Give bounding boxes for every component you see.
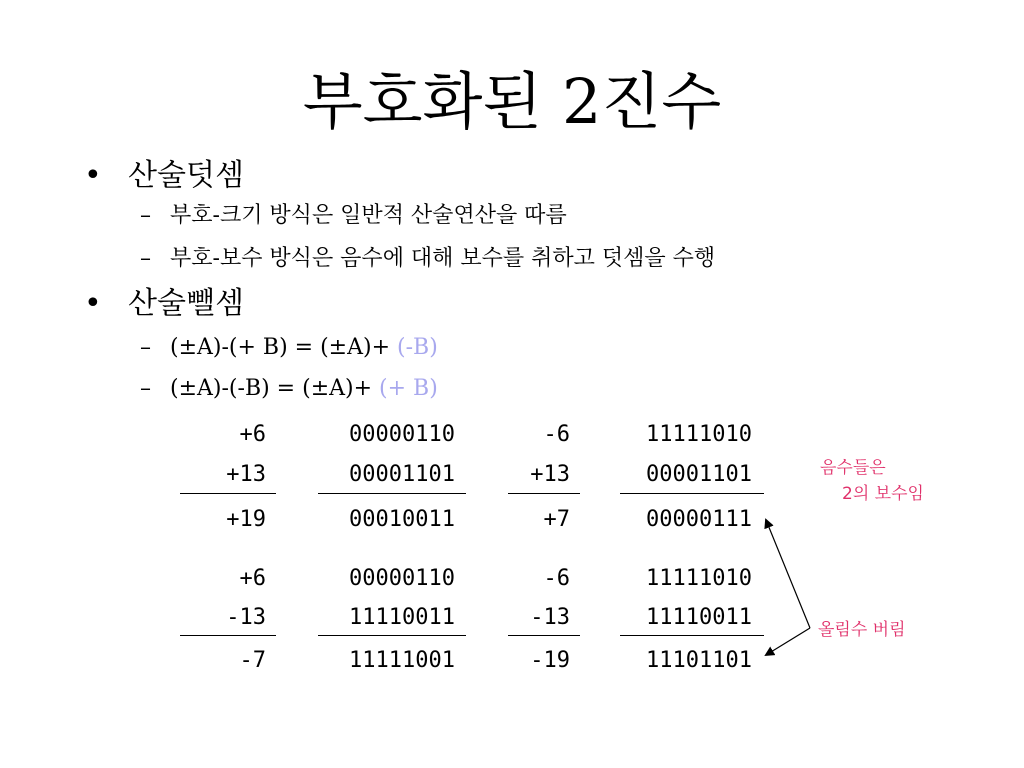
example-bottom-cell-r1-c0: -13 — [226, 605, 266, 630]
sub-item-text: 부호-크기 방식은 일반적 산술연산을 따름 — [170, 203, 567, 228]
example-top-cell-r0-c3: 11111010 — [646, 422, 752, 447]
arrow-to-bottom-result — [766, 628, 810, 655]
example-bottom-cell-r0-c1: 00000110 — [349, 566, 455, 591]
example-bottom-cell-r1-c2: -13 — [530, 605, 570, 630]
bullet-dot: • — [84, 286, 102, 321]
example-top-cell-r1-c2: +13 — [530, 462, 570, 487]
example-bottom-cell-r2-c0: -7 — [239, 648, 266, 673]
example-bottom-cell-r0-c0: +6 — [239, 566, 266, 591]
bullet-dot: • — [84, 158, 102, 193]
note-negatives-line1: 음수들은 — [820, 458, 886, 478]
example-top-cell-r2-c3: 00000111 — [646, 507, 752, 532]
formula-accent: (-B) — [397, 335, 438, 360]
example-top-cell-r2-c0: +19 — [226, 507, 266, 532]
example-bottom-cell-r0-c3: 11111010 — [646, 566, 752, 591]
sub-dash: – — [140, 376, 151, 401]
example-top-cell-r0-c2: -6 — [543, 422, 570, 447]
example-top-cell-r0-c0: +6 — [239, 422, 266, 447]
example-top-cell-r1-c0: +13 — [226, 462, 266, 487]
formula-main: (±A)-(+ B) = (±A)+ — [170, 335, 398, 360]
example-top-cell-r1-c3: 00001101 — [646, 462, 752, 487]
example-bottom-cell-r1-c1: 11110011 — [349, 605, 455, 630]
formula-main: (±A)-(-B) = (±A)+ — [170, 376, 380, 401]
example-bottom-cell-r2-c3: 11101101 — [646, 648, 752, 673]
example-bottom-cell-r2-c1: 11111001 — [349, 648, 455, 673]
bullet-label: 산술덧셈 — [128, 158, 244, 193]
example-top-cell-r1-c1: 00001101 — [349, 462, 455, 487]
note-negatives-line2: 2의 보수임 — [842, 484, 924, 504]
example-bottom-cell-r1-c3: 11110011 — [646, 605, 752, 630]
example-bottom-cell-r2-c2: -19 — [530, 648, 570, 673]
slide-title: 부호화된 2진수 — [302, 65, 722, 138]
sub-dash: – — [140, 203, 151, 228]
sub-dash: – — [140, 335, 151, 360]
example-top-cell-r2-c2: +7 — [543, 507, 570, 532]
example-bottom-cell-r0-c2: -6 — [543, 566, 570, 591]
sub-item-text: 부호-보수 방식은 음수에 대해 보수를 취하고 덧셈을 수행 — [170, 246, 716, 271]
note-carry-discarded: 올림수 버림 — [818, 620, 906, 640]
example-top-cell-r0-c1: 00000110 — [349, 422, 455, 447]
bullet-label: 산술뺄셈 — [128, 286, 244, 321]
example-top-cell-r2-c1: 00010011 — [349, 507, 455, 532]
sub-dash: – — [140, 246, 151, 271]
arrow-to-top-result — [766, 520, 810, 628]
formula-accent: (+ B) — [379, 376, 438, 401]
